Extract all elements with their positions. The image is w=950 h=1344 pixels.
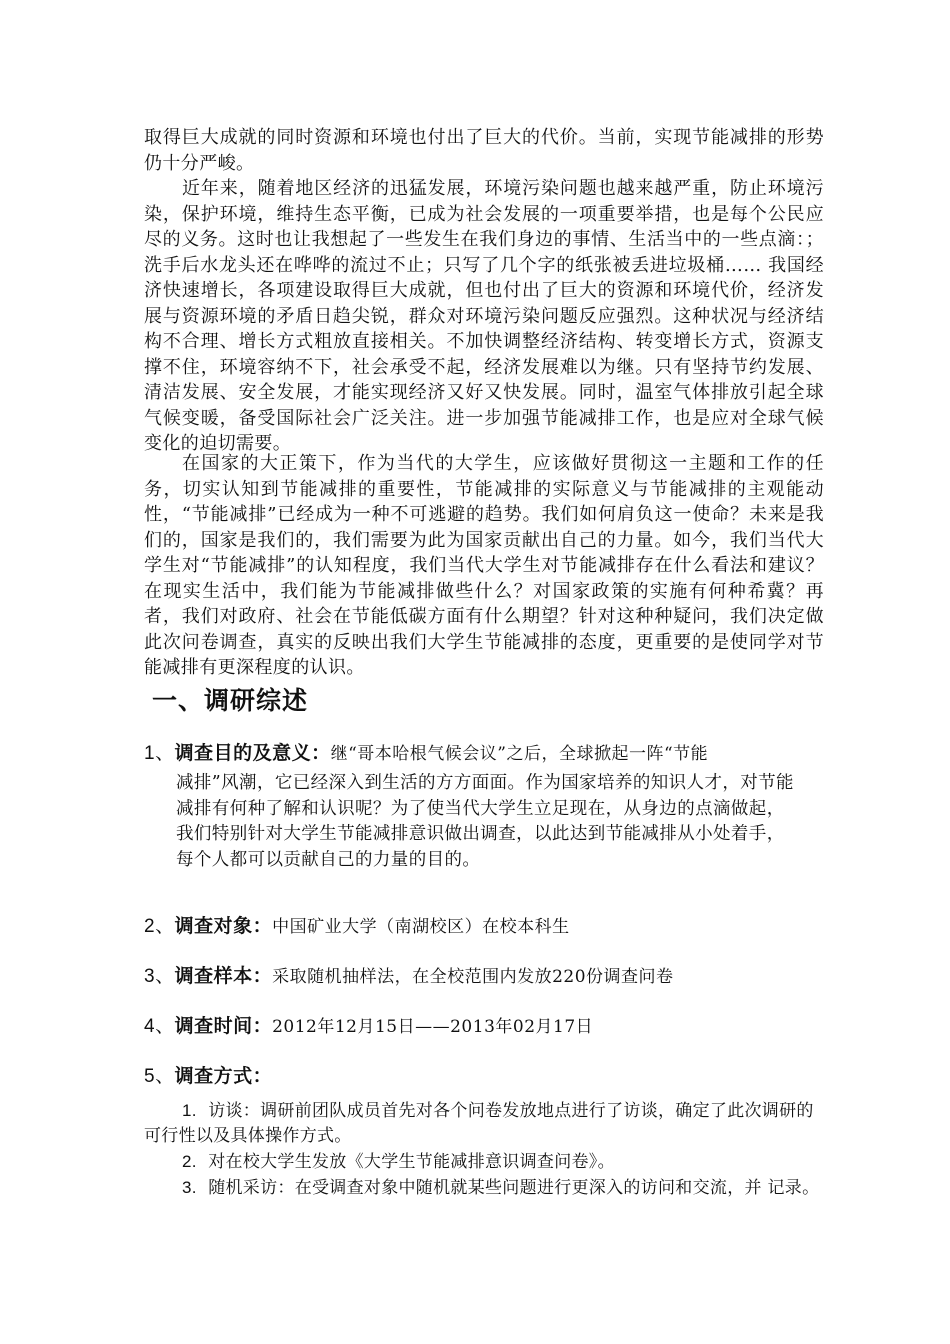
list-item: 2. 对在校大学生发放《大学生节能减排意识调查问卷》。 <box>182 1152 615 1172</box>
item-number: 4、 <box>144 1016 175 1037</box>
item-value: 采取随机抽样法，在全校范围内发放220份调查问卷 <box>272 967 674 987</box>
item-purpose <box>144 738 708 765</box>
item-method <box>144 1061 272 1088</box>
item-label: 调查时间： <box>174 1015 273 1037</box>
item-value: 继“哥本哈根气候会议”之后，全球掀起一阵“节能 <box>330 744 709 764</box>
item-number: 3、 <box>144 966 175 987</box>
item-label: 调查样本： <box>174 965 273 987</box>
intro-paragraph-1: 取得巨大成就的同时资源和环境也付出了巨大的代价。当前，实现节能减排的形势仍十分严峻。 <box>144 127 824 174</box>
item-value: 中国矿业大学（南湖校区）在校本科生 <box>272 917 570 937</box>
purpose-continued: 减排”风潮，它已经深入到生活的方方面面。作为国家培养的知识人才，对节能减排有何种了解和认识呢？为了使当代大学生立足现在，从身边的点滴做起，我们特别针对大学生节能减排意识做出调查，以此达到节能减排从小处着手，每个人都可以贡献自己的力量的目的。 <box>176 773 794 870</box>
item-label: 调查目的及意义： <box>174 742 331 764</box>
item-number: 2、 <box>144 916 175 937</box>
intro-paragraph-3: 在国家的大正策下，作为当代的大学生，应该做好贯彻这一主题和工作的任务，切实认知到节能减排的重要性，节能减排的实际意义与节能减排的主观能动性，“节能减排”已经成为一种不可逃避的趋势。我们如何肩负这一使命？未来是我们的，国家是我们的，我们需要为此为国家贡献出自己的力量。如今，我们当代大学生对“节能减排”的认知程度，我们当代大学生对节能减排存在什么看法和建议？在现实生活中，我们能为节能减排做些什么？对国家政策的实施有何种希冀？再者，我们对政府、社会在节能低碳方面有什么期望？针对这种种疑问，我们决定做此次问卷调查，真实的反映出我们大学生节能减排的态度，更重要的是使同学对节能减排有更深程度的认识。 <box>144 453 824 678</box>
item-number: 5、 <box>144 1066 175 1087</box>
item-subject <box>144 911 570 938</box>
item-sample <box>144 961 674 988</box>
item-time <box>144 1011 593 1038</box>
methods-list <box>144 1098 824 1201</box>
section-heading: 一、调研综述 <box>152 686 309 715</box>
list-item: 1. 访谈：调研前团队成员首先对各个问卷发放地点进行了访谈，确定了此次调研的可行性以及具体操作方式。 <box>144 1101 814 1146</box>
list-item: 3. 随机采访：在受调查对象中随机就某些问题进行更深入的访问和交流，并 记录。 <box>182 1178 820 1198</box>
item-label: 调查方式： <box>174 1065 273 1087</box>
item-label: 调查对象： <box>174 915 273 937</box>
item-number: 1、 <box>144 743 175 764</box>
intro-paragraph-2: 近年来，随着地区经济的迅猛发展，环境污染问题也越来越严重，防止环境污染，保护环境，维持生态平衡，已成为社会发展的一项重要举措，也是每个公民应尽的义务。这时也让我想起了一些发生在我们身边的事情、生活当中的一些点滴：；洗手后水龙头还在哗哗的流过不止；只写了几个字的纸张被丢进垃圾桶…… 我国经济快速增长，各项建设取得巨大成就，但也付出了巨大的资源和环境代价，经济发展与资源环境的矛盾日趋尖锐，群众对环境污染问题反应强烈。这种状况与经济结构不合理、增长方式粗放直接相关。不加快调整经济结构、转变增长方式，资源支撑不住，环境容纳不下，社会承受不起，经济发展难以为继。只有坚持节约发展、清洁发展、安全发展，才能实现经济又好又快发展。同时，温室气体排放引起全球气候变暖，备受国际社会广泛关注。进一步加强节能减排工作，也是应对全球气候变化的迫切需要。 <box>144 178 824 454</box>
item-value: 2012年12月15日——2013年02月17日 <box>272 1017 594 1037</box>
